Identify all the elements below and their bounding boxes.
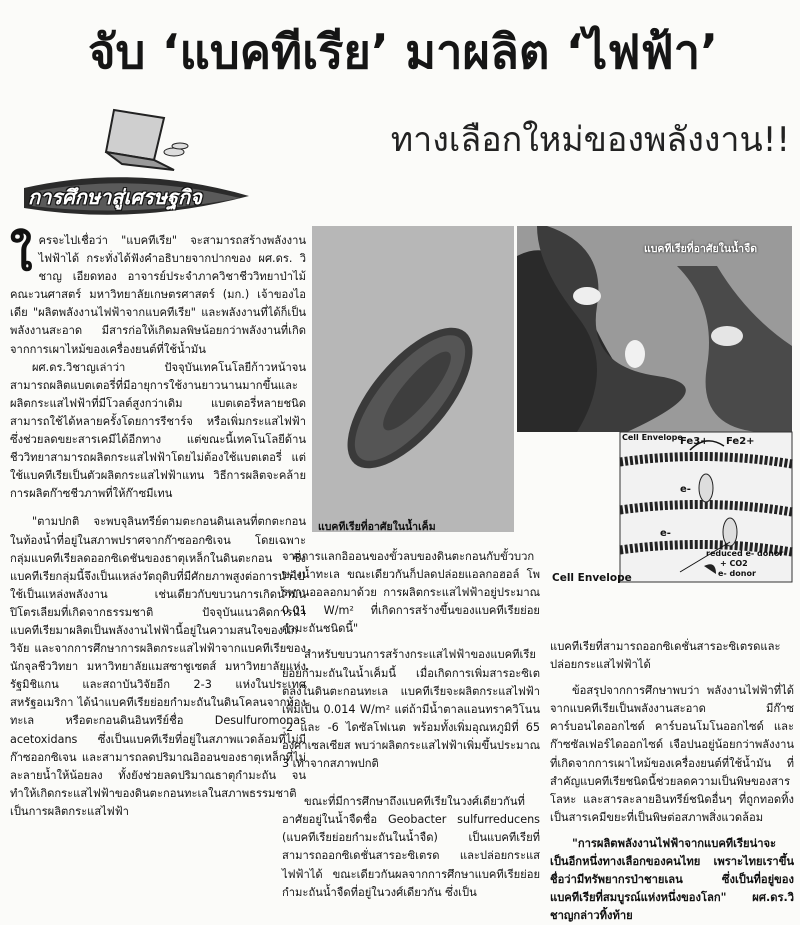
paragraph-text: ผศ.ดร.วิชาญเล่าว่า ปัจจุบันเทคโนโลยีก้าวหน้าจนสามารถผลิตแบตเตอรี่ที่มีอายุการใช้งานยาวนานมากขึ้นและผลิตกระแสไฟฟ้าที่มีโวลต์สูงกว่าเดิม แบตเตอรี่หลายชนิดสามารถใช้ได้หลายครั้งโดยการรีชาร์จ หรือเพิ่มกระแสไฟฟ้า ซึ่งช่วยลดขยะสารเคมีได้อีกทาง แต่ขณะนี้เทคโนโลยีด้านชีววิทยาสามารถผลิตกระแสไฟฟ้าโดยไม่ต้องใช้แบตเตอรี่ แต่ใช้แบคทีเรียเป็นตัวผลิตกระแสไฟฟ้าแทน วิธีการผลิตจะคล้ายการผลิตก๊าซชีวภาพที่ให้ก๊าซมีเทน xyxy=(10,360,306,501)
dropcap: ใ xyxy=(10,227,33,281)
freshwater-photo-caption: แบคทีเรียที่อาศัยในน้ำจืด xyxy=(644,243,758,255)
article-column-3 xyxy=(550,638,794,923)
subheadline: ทางเลือกใหม่ของพลังงาน!! xyxy=(390,120,790,160)
paragraph xyxy=(282,793,540,902)
paragraph xyxy=(10,359,306,504)
headline: จับ ‘แบคทีเรีย’ มาผลิต ‘ไฟฟ้า’ xyxy=(87,25,719,80)
paragraph-text: แบคทีเรียที่สามารถออกซิเดชั่นสารอะซิเตรดและปล่อยกระแสไฟฟ้าได้ xyxy=(550,640,781,672)
column-tag: การศึกษาสู่เศรษฐกิจ xyxy=(28,185,202,209)
paragraph-text: ขณะที่มีการศึกษาถึงแบคทีเรียในวงศ์เดียวกันที่อาศัยอยู่ในน้ำจืดชื่อ Geobacter sulfurreducens (แบคทีเรียย่อยกำมะถันในน้ำจืด) เป็นแบคทีเรียที่สามารถออกซิเดชั่นสารอะซิเตรด และปล่อยกระแสไฟฟ้าได้ ขณะเดียวกันผลจากการศึกษาแบคทีเรียย่อยกำมะถันน้ำจืดที่อยู่ในวงศ์เดียวกัน ซึ่งเป็น xyxy=(282,795,540,899)
diagram-title: Cell Envelope xyxy=(622,433,683,442)
paragraph xyxy=(550,682,794,827)
paragraph-text: ครจะไปเชื่อว่า "แบคทีเรีย" จะสามารถสร้างพลังงานไฟฟ้าได้ กระทั่งได้ฟังคำอธิบายจากปากของ ผศ.ดร. วิชาญ เอียดทอง อาจารย์ประจำภาควิชาชีววิทยาป่าไม้ คณะวนศาสตร์ มหาวิทยาลัยเกษตรศาสตร์ (มก.) เจ้าของไอเดีย "ผลิตพลังงานไฟฟ้าจากแบคทีเรีย" และพลังงานที่ได้ก็เป็นพลังงานสะอาด มีสารก่อให้เกิดมลพิษน้อยกว่าพลังงานที่เกิดจากการเผาไหม้ของเครื่องยนต์ที่ใช้น้ำมัน xyxy=(10,234,306,356)
quote-attribution: ผศ.ดร.วิชาญกล่าวทิ้งท้าย xyxy=(550,891,794,923)
paragraph-text: ข้อสรุปจากการศึกษาพบว่า พลังงานไฟฟ้าที่ได้จากแบคทีเรียเป็นพลังงานสะอาด มีก๊าซคาร์บอนไดออกไซด์ คาร์บอนโมโนออกไซด์ และก๊าซซัลเฟอร์ไดออกไซด์ เจือปนอยู่น้อยกว่าพลังงานที่เกิดจากการเผาไหม้ของเครื่องยนต์ที่ใช้น้ำมัน ที่สำคัญแบคทีเรียชนิดนี้ช่วยลดความเป็นพิษของสารโลหะ และสารละลายอินทรีย์ชนิดอื่นๆ ที่ถูกทอดทิ้งเป็นสารเคมีขยะที่เป็นพิษต่อสภาพสิ่งแวดล้อม xyxy=(550,684,794,824)
paragraph-text: จากการแลกอิออนของขั้วลบของดินตะกอนกับขั้วบวกของน้ำทะเล ขณะเดียวกันก็ปลดปล่อยแอลกอฮอล์ โพรพานออลอกมาด้วย การผลิตกระแสไฟฟ้าอยู่ประมาณ 0.01 W/m² ที่เกิดการสร้างขึ้นของแบคทีเรียย่อยกำมะถันชนิดนี้" xyxy=(282,550,540,636)
paragraph-text: "ตามปกติ จะพบจุลินทรีย์ตามตะกอนดินเลนที่ตกตะกอนในท้องน้ำที่อยู่ในสภาพปราศจากก๊าซออกซิเจน โดยเฉพาะกลุ่มแบคทีเรียลดออกซิเดชันของธาตุเหล็กในดินตะกอน ซึ่งแบคทีเรียกลุ่มนี้จึงเป็นแหล่งวัตถุดิบที่มีศักยภาพสูงต่อการนำไปใช้เป็นแหล่งพลังงาน เช่นเดียวกับขบวนการเกิดน้ำมันปิโตรเลียมที่เกิดจากธรรมชาติ ปัจจุบันแนวคิดการนำแบคทีเรียมาผลิตเป็นพลังงานไฟฟ้านี้อยู่ในความสนใจของนักวิจัย และจากการศึกษาการผลิตกระแสไฟฟ้าจากแบคทีเรียของนักจุลชีววิทยา มหาวิทยาลัยแมสซาชูเซตส์ มหาวิทยาลัยแห่งรัฐมิชิแกน และสถาบันวิจัยอีก 2-3 แห่งในประเทศสหรัฐอเมริกา ได้นำแบคทีเรียย่อยกำมะถันในดินโคลนจากท้องทะเล หรือตะกอนดินอินทรีย์ชื่อ Desulfuromonas acetoxidans ซึ่งเป็นแบคทีเรียที่อยู่ในสภาพแวดล้อมที่ไม่มีก๊าซออกซิเจน และสามารถลดปริมาณอิออนของธาตุเหล็กที่ไม่ละลายน้ำให้น้อยลง ทั้งยังช่วยลดปริมาณธาตุกำมะถัน จนทำให้เกิดกระแสไฟฟ้าของดินตะกอนทะเลในสภาพธรรมชาติ เป็นการผลิตกระแสไฟฟ้า xyxy=(10,515,306,818)
electron-donor-label: e- donor xyxy=(718,569,756,578)
fe3-label: Fe3+ xyxy=(680,436,709,447)
paragraph-quote xyxy=(550,835,794,925)
paragraph xyxy=(10,227,306,359)
paragraph xyxy=(10,513,306,821)
paragraph xyxy=(282,548,540,638)
saltwater-bacteria-photo xyxy=(312,226,514,532)
cell-envelope-caption: Cell Envelope xyxy=(552,572,632,584)
article-column-2 xyxy=(282,548,540,914)
quote-text: "การผลิตพลังงานไฟฟ้าจากแบคทีเรียน่าจะเป็นอีกหนึ่งทางเลือกของคนไทย เพราะไทยเราขึ้นชื่อว่ามีทรัพยากรป่าชายเลน ซึ่งเป็นที่อยู่ของแบคทีเรียที่สมบูรณ์แห่งหนึ่งของโลก" xyxy=(550,836,794,905)
cell-envelope-diagram xyxy=(620,432,792,582)
reduced-donor-label: reduced e- donor xyxy=(706,549,784,558)
paragraph-text: สำหรับขบวนการสร้างกระแสไฟฟ้าของแบคทีเรียย่อยกำมะถันในน้ำเค็มนี้ เมื่อเกิดการเพิ่มสารอะซิเตตลงในดินตะกอนทะเล แบคทีเรียจะผลิตกระแสไฟฟ้าเพิ่มเป็น 0.014 W/m² แต่ถ้ามีน้ำตาลแอนทราควิโนน -2 และ -6 ไดซัลโฟเนต พร้อมทั้งเพิ่มอุณหภูมิที่ 65 องศาเซลเซียส พบว่าผลิตกระแสไฟฟ้าเพิ่มขึ้นประมาณ 3 เท่าจากสภาพปกติ xyxy=(282,648,540,771)
article-column-1 xyxy=(10,227,306,914)
electron-label-2: e- xyxy=(660,528,671,539)
paragraph xyxy=(550,638,794,674)
electron-label: e- xyxy=(680,484,691,495)
paragraph xyxy=(282,646,540,773)
fe2-label: Fe2+ xyxy=(726,436,755,447)
saltwater-photo-caption: แบคทีเรียที่อาศัยในน้ำเค็ม xyxy=(318,521,436,533)
co2-label: + CO2 xyxy=(720,559,748,568)
